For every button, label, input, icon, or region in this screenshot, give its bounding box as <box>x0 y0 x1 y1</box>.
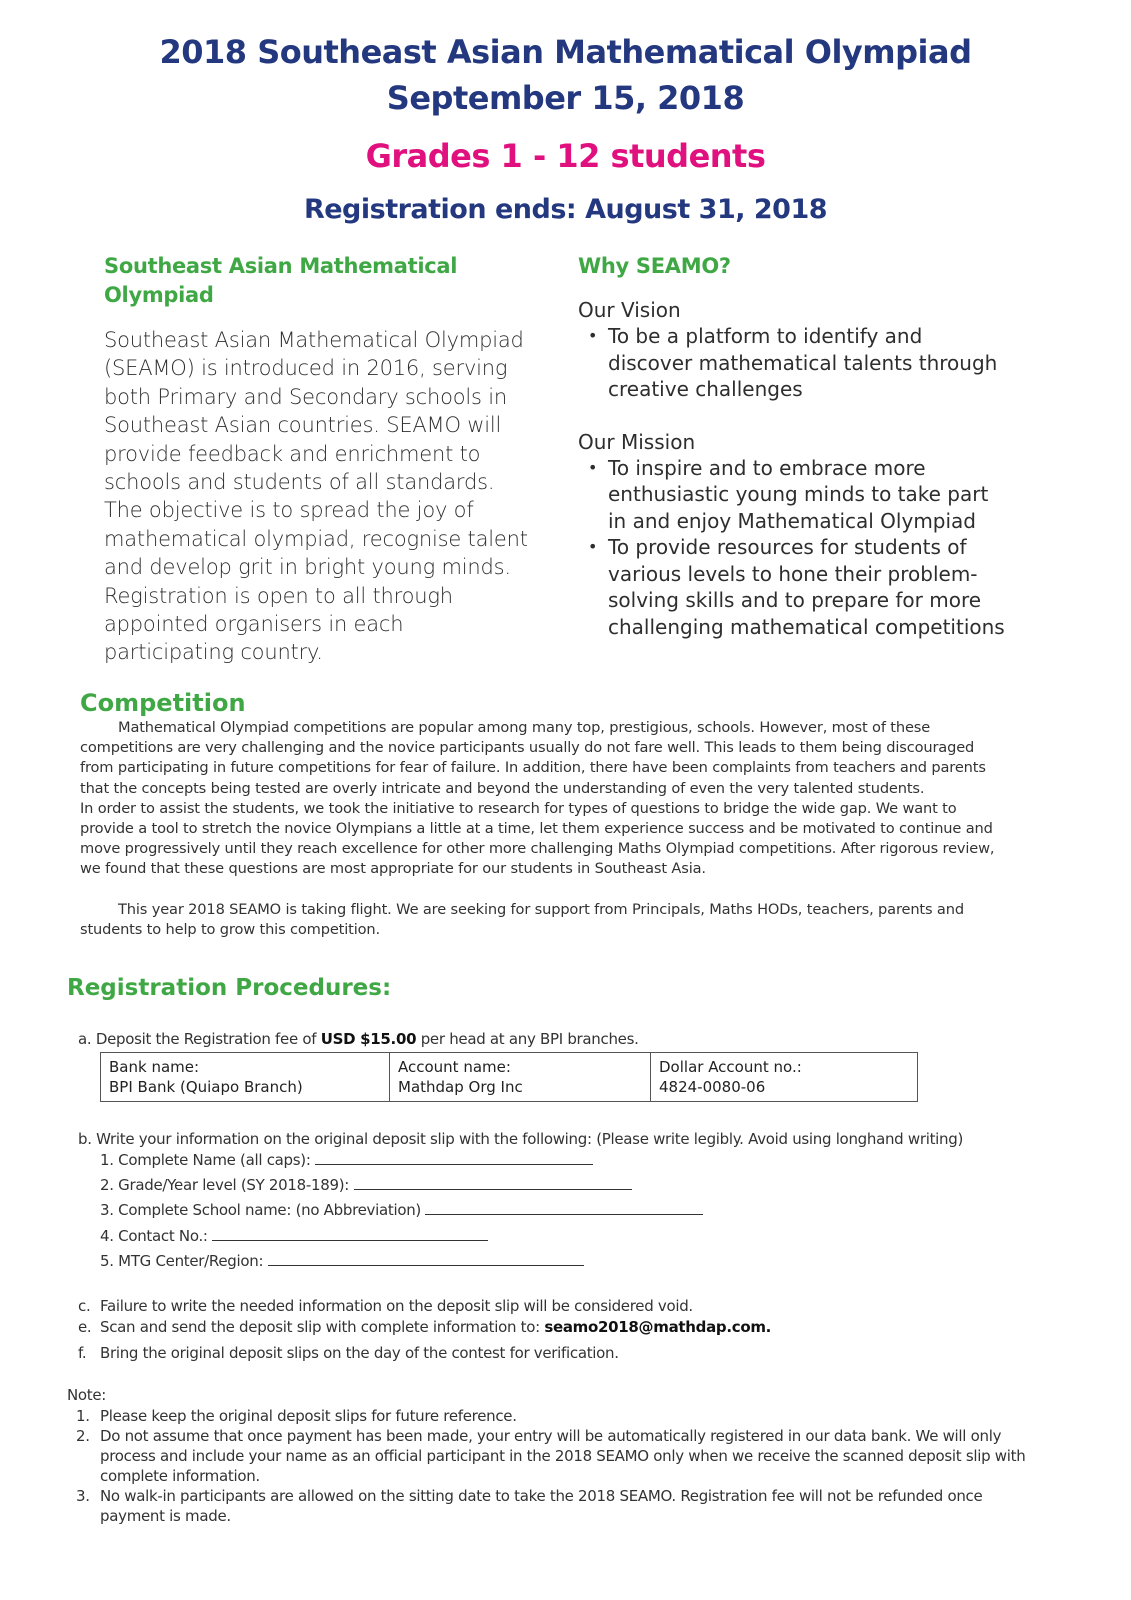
registration-heading: Registration Procedures: <box>67 975 392 1001</box>
competition-para-2: In order to assist the students, we took the initiative to research for types of questions to bridge the wide gap. We want to provide a tool to stretch the novice Olympians a little at a time, let them experience success and be motivated to continue and move progressively until they reach excellence for other more challenging Maths Olympiad competitions. After rigorous review, we found that these questions are most appropriate for our students in Southeast Asia. <box>80 799 995 878</box>
competition-heading: Competition <box>80 689 246 717</box>
account-name-cell: Account name: Mathdap Org Inc <box>390 1053 651 1102</box>
school-name-blank[interactable] <box>425 1201 703 1215</box>
field-school-name: 3. Complete School name: (no Abbreviation) <box>100 1200 703 1220</box>
about-heading: Southeast Asian Mathematical Olympiad <box>104 254 458 307</box>
grades-banner: Grades 1 - 12 students <box>365 137 766 175</box>
table-row <box>101 1053 918 1102</box>
bank-name-cell: Bank name: BPI Bank (Quiapo Branch) <box>101 1053 390 1102</box>
account-number-cell: Dollar Account no.: 4824-0080-06 <box>651 1053 918 1102</box>
field-contact-no: 4. Contact No.: <box>100 1226 488 1246</box>
step-b: b. Write your information on the original deposit slip with the following: (Please write legibly. Avoid using longhand writing) <box>78 1130 963 1148</box>
vision-label: Our Vision <box>578 298 681 322</box>
why-section <box>578 252 1008 640</box>
mission-label: Our Mission <box>578 429 696 454</box>
note-item: 3. No walk-in participants are allowed on the sitting date to take the 2018 SEAMO. Registration fee will not be refunded once payment is made. <box>76 1487 983 1525</box>
complete-name-blank[interactable] <box>315 1151 593 1165</box>
why-heading: Why SEAMO? <box>578 254 731 278</box>
mission-item: • To inspire and to embrace more enthusiastic young minds to take part in and enjoy Mathematical Olympiad <box>578 455 1008 535</box>
note-item: 1. Please keep the original deposit slips for future reference. <box>76 1407 517 1425</box>
step-f: f. Bring the original deposit slips on the day of the contest for verification. <box>78 1344 619 1362</box>
field-mtg-center: 5. MTG Center/Region: <box>100 1251 584 1271</box>
vision-list <box>578 323 1008 403</box>
note-item: 2. Do not assume that once payment has been made, your entry will be automatically registered in our data bank. We will only process and include your name as an official participant in the 2018 SEAMO only when we receive the scanned deposit slip with complete information. <box>76 1427 1026 1485</box>
document-title: 2018 Southeast Asian Mathematical Olympiad <box>159 33 972 71</box>
mission-item: • To provide resources for students of various levels to hone their problem-solving skills and to prepare for more challenging mathematical competitions <box>578 534 1008 640</box>
about-body: Southeast Asian Mathematical Olympiad (SEAMO) is introduced in 2016, serving both Primary and Secondary schools in Southeast Asian countries. SEAMO will provide feedback and enrichment to schools and students of all standards. The objective is to spread the joy of mathematical olympiad, recognise talent and develop grit in bright young minds. Registration is open to all through appointed organisers in each participating country. <box>104 328 528 665</box>
bank-details-table <box>100 1052 918 1102</box>
about-section <box>104 252 528 667</box>
grade-level-blank[interactable] <box>354 1176 632 1190</box>
field-complete-name: 1. Complete Name (all caps): <box>100 1150 593 1170</box>
mtg-center-blank[interactable] <box>268 1252 584 1266</box>
step-e: e. Scan and send the deposit slip with complete information to: seamo2018@mathdap.com. <box>78 1318 772 1336</box>
registration-deadline: Registration ends: August 31, 2018 <box>303 194 828 225</box>
field-grade-level: 2. Grade/Year level (SY 2018-189): <box>100 1175 632 1195</box>
note-label: Note: <box>67 1386 107 1404</box>
competition-para-1: Mathematical Olympiad competitions are popular among many top, prestigious, schools. However, most of these competitions are very challenging and the novice participants usually do not fare well. This leads to them being discouraged from participating in future competitions for fear of failure. In addition, there have been complaints from teachers and parents that the concepts being tested are overly intricate and beyond the understanding of even the very talented students. <box>80 719 986 797</box>
contact-no-blank[interactable] <box>212 1227 488 1241</box>
registration-fee: USD $15.00 <box>320 1030 417 1048</box>
vision-item: • To be a platform to identify and discover mathematical talents through creative challenges <box>578 323 1008 403</box>
contact-email-link[interactable]: seamo2018@mathdap.com. <box>544 1318 772 1336</box>
step-c: c. Failure to write the needed information on the deposit slip will be considered void. <box>78 1297 693 1315</box>
competition-para-3: This year 2018 SEAMO is taking flight. We are seeking for support from Principals, Maths HODs, teachers, parents and students to help to grow this competition. <box>80 900 964 938</box>
event-date: September 15, 2018 <box>386 79 745 117</box>
competition-section <box>80 688 1000 940</box>
step-a: a. Deposit the Registration fee of USD $15.00 per head at any BPI branches. <box>78 1030 639 1048</box>
mission-list <box>578 455 1008 641</box>
